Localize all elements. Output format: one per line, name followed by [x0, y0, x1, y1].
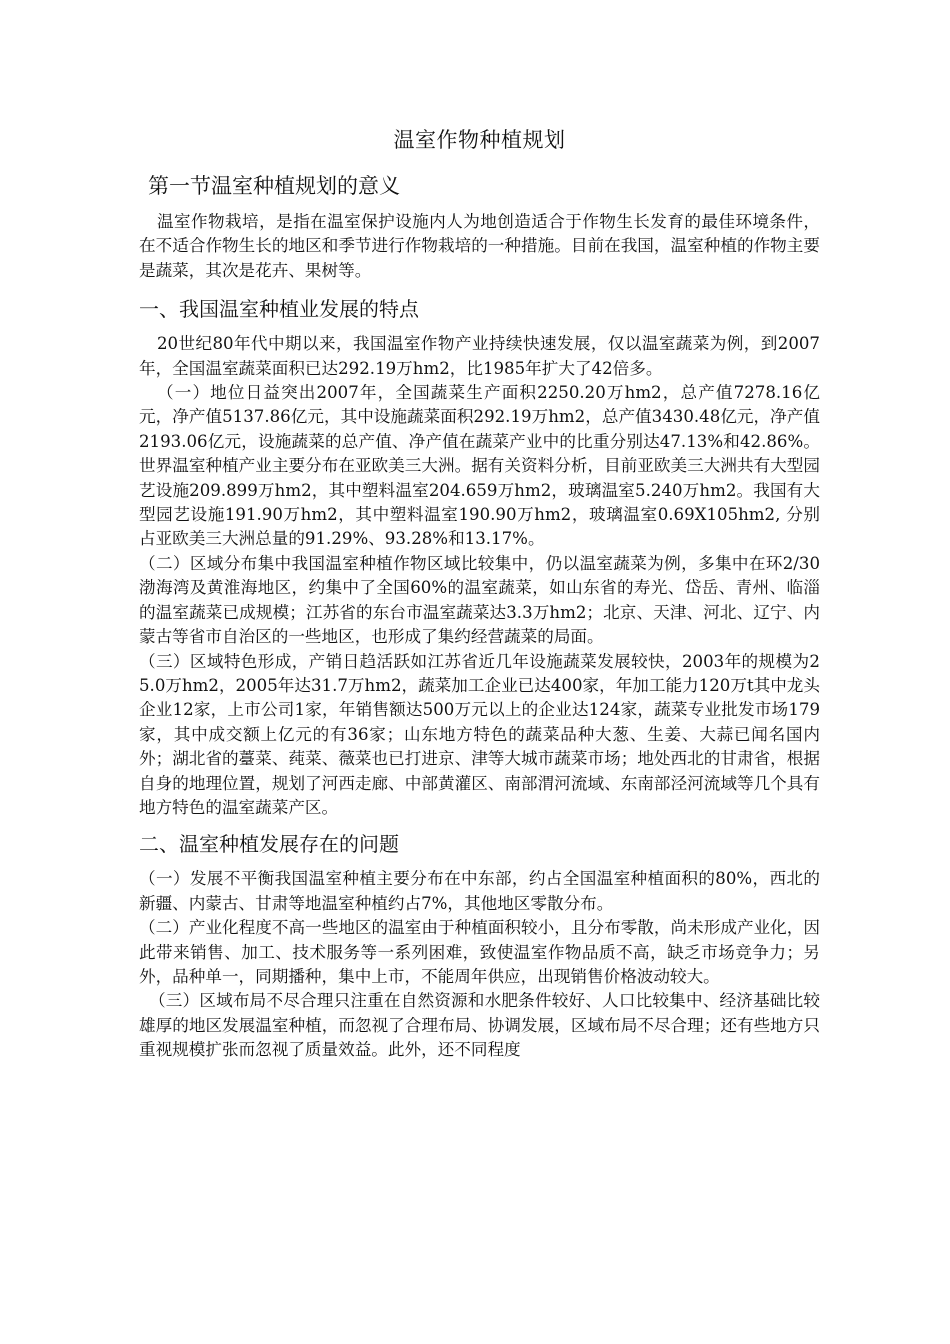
paragraph: （一）发展不平衡我国温室种植主要分布在中东部，约占全国温室种植面积的80%，西北的新疆、内蒙古、甘肃等地温室种植约占7%，其他地区零散分布。	[139, 869, 820, 913]
part2-heading: 二、温室种植发展存在的问题	[139, 832, 399, 857]
paragraph: （三）区域布局不尽合理只注重在自然资源和水肥条件较好、人口比较集中、经济基础比较雄厚的地区发展温室种植，而忽视了合理布局、协调发展，区域布局不尽合理；还有些地方只重视规模扩张而忽视了质量效益。此外，还不同程度	[139, 991, 820, 1060]
part1-heading: 一、我国温室种植业发展的特点	[139, 297, 419, 322]
intro-paragraph: 温室作物栽培，是指在温室保护设施内人为地创造适合于作物生长发育的最佳环境条件，在不适合作物生长的地区和季节进行作物栽培的一种措施。目前在我国，温室种植的作物主要是蔬菜，其次是花卉、果树等。	[139, 212, 820, 280]
paragraph: （二）区域分布集中我国温室种植作物区域比较集中，仍以温室蔬菜为例，多集中在环2/30渤海湾及黄淮海地区，约集中了全国60%的温室蔬菜，如山东省的寿光、岱岳、青州、临淄的温室蔬菜已成规模；江苏省的东台市温室蔬菜达3.3万hm2；北京、天津、河北、辽宁、内蒙古等省市自治区的一些地区，也形成了集约经营蔬菜的局面。	[139, 553, 820, 647]
paragraph: （一）地位日益突出2007年，全国蔬菜生产面积2250.20万hm2，总产值7278.16亿元，净产值5137.86亿元，其中设施蔬菜面积292.19万hm2，总产值3430.48亿元，净产值2193.06亿元，设施蔬菜的总产值、净产值在蔬菜产业中的比重分别达47.13%和42.86%。世界温室种植产业主要分布在亚欧美三大洲。据有关资料分析，目前亚欧美三大洲共有大型园艺设施209.899万hm2，其中塑料温室204.659万hm2，玻璃温室5.240万hm2。我国有大型园艺设施191.90万hm2，其中塑料温室190.90万hm2，玻璃温室0.69X105hm2, 分别占亚欧美三大洲总量的91.29%、93.28%和13.17%。	[139, 383, 820, 549]
paragraph: （二）产业化程度不高一些地区的温室由于种植面积较小，且分布零散，尚未形成产业化，因此带来销售、加工、技术服务等一系列困难，致使温室作物品质不高，缺乏市场竞争力；另外，品种单一，同期播种，集中上市，不能周年供应，出现销售价格波动较大。	[139, 918, 820, 986]
paragraph: （三）区域特色形成，产销日趋活跃如江苏省近几年设施蔬菜发展较快，2003年的规模为25.0万hm2，2005年达31.7万hm2，蔬菜加工企业已达400家，年加工能力120万t其中龙头企业12家，上市公司1家，年销售额达500万元以上的企业达124家，蔬菜专业批发市场179家，其中成交额上亿元的有36家；山东地方特色的蔬菜品种大葱、生姜、大蒜已闻名国内外；湖北省的薹菜、莼菜、薇菜也已打进京、津等大城市蔬菜市场；地处西北的甘肃省，根据自身的地理位置，规划了河西走廊、中部黄灌区、南部渭河流域、东南部泾河流域等几个具有地方特色的温室蔬菜产区。	[139, 651, 820, 817]
document-title: 温室作物种植规划	[393, 128, 566, 152]
section-heading: 第一节温室种植规划的意义	[148, 174, 400, 198]
paragraph: 20世纪80年代中期以来，我国温室作物产业持续快速发展，仅以温室蔬菜为例，到2007年，全国温室蔬菜面积已达292.19万hm2，比1985年扩大了42倍多。	[139, 334, 820, 378]
